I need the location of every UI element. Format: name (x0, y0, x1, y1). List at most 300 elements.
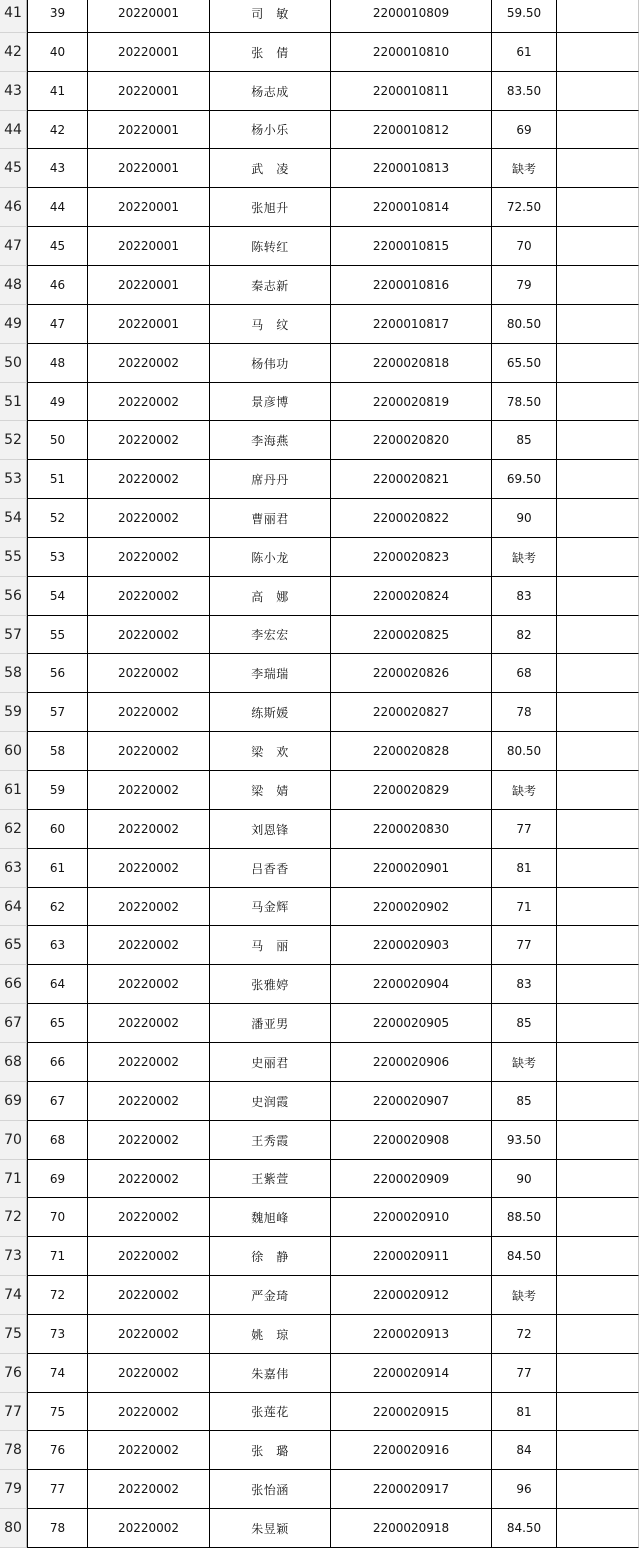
note-cell[interactable] (557, 1354, 639, 1393)
note-cell[interactable] (557, 849, 639, 888)
name-cell[interactable]: 潘亚男 (210, 1004, 331, 1043)
group-cell[interactable]: 20220002 (88, 888, 210, 926)
seq-cell[interactable]: 42 (27, 111, 88, 149)
exam-no-cell[interactable]: 2200020821 (331, 460, 492, 499)
exam-no-cell[interactable]: 2200020916 (331, 1431, 492, 1470)
note-cell[interactable] (557, 1276, 639, 1315)
table-row (27, 538, 640, 577)
name-cell[interactable]: 梁 欢 (210, 732, 331, 771)
score-cell[interactable]: 78.50 (492, 383, 557, 421)
seq-cell[interactable]: 52 (27, 499, 88, 538)
score-cell[interactable]: 69 (492, 111, 557, 149)
seq-cell[interactable]: 48 (27, 344, 88, 383)
seq-cell[interactable]: 44 (27, 188, 88, 227)
name-cell[interactable]: 张怡涵 (210, 1470, 331, 1509)
row-header[interactable]: 41 (0, 0, 27, 33)
row-header[interactable]: 49 (0, 305, 27, 344)
row-header[interactable]: 45 (0, 149, 27, 188)
seq-cell[interactable]: 43 (27, 149, 88, 188)
group-cell[interactable]: 20220002 (88, 1315, 210, 1354)
exam-no-cell[interactable]: 2200010817 (331, 305, 492, 344)
row-header[interactable]: 62 (0, 810, 27, 849)
row-header[interactable]: 43 (0, 72, 27, 111)
row-header[interactable]: 75 (0, 1315, 27, 1354)
name-cell[interactable]: 朱嘉伟 (210, 1354, 331, 1393)
table-row (27, 1198, 640, 1237)
table-row (27, 33, 640, 72)
exam-no-cell[interactable]: 2200010816 (331, 266, 492, 305)
seq-cell[interactable]: 75 (27, 1393, 88, 1431)
group-cell[interactable]: 20220001 (88, 33, 210, 72)
exam-no-cell[interactable]: 2200020830 (331, 810, 492, 849)
name-cell[interactable]: 史丽君 (210, 1043, 331, 1082)
score-cell[interactable]: 缺考 (492, 771, 557, 810)
score-cell[interactable]: 70 (492, 227, 557, 266)
row-header[interactable]: 50 (0, 344, 27, 383)
exam-no-cell[interactable]: 2200020819 (331, 383, 492, 421)
row-header[interactable]: 66 (0, 965, 27, 1004)
group-cell[interactable]: 20220002 (88, 771, 210, 810)
table-row (27, 1276, 640, 1315)
score-cell[interactable]: 71 (492, 888, 557, 926)
note-cell[interactable] (557, 771, 639, 810)
exam-no-cell[interactable]: 2200020906 (331, 1043, 492, 1082)
row-header[interactable]: 69 (0, 1082, 27, 1121)
note-cell[interactable] (557, 1043, 639, 1082)
seq-cell[interactable]: 51 (27, 460, 88, 499)
exam-no-cell[interactable]: 2200020829 (331, 771, 492, 810)
name-cell[interactable]: 刘恩锋 (210, 810, 331, 849)
name-cell[interactable]: 吕香香 (210, 849, 331, 888)
exam-no-cell[interactable]: 2200020904 (331, 965, 492, 1004)
name-cell[interactable]: 杨伟功 (210, 344, 331, 383)
table-row (27, 227, 640, 266)
score-cell[interactable]: 80.50 (492, 305, 557, 344)
name-cell[interactable]: 张旭升 (210, 188, 331, 227)
seq-cell[interactable]: 50 (27, 421, 88, 460)
score-cell[interactable]: 72 (492, 1315, 557, 1354)
group-cell[interactable]: 20220002 (88, 1354, 210, 1393)
group-cell[interactable]: 20220002 (88, 538, 210, 577)
seq-cell[interactable]: 59 (27, 771, 88, 810)
row-header[interactable]: 79 (0, 1470, 27, 1509)
exam-no-cell[interactable]: 2200020828 (331, 732, 492, 771)
row-header[interactable]: 80 (0, 1509, 27, 1548)
seq-cell[interactable]: 64 (27, 965, 88, 1004)
exam-no-cell[interactable]: 2200020822 (331, 499, 492, 538)
note-cell[interactable] (557, 1470, 639, 1509)
exam-no-cell[interactable]: 2200010815 (331, 227, 492, 266)
row-header[interactable]: 44 (0, 111, 27, 149)
score-cell[interactable]: 缺考 (492, 1043, 557, 1082)
seq-cell[interactable]: 67 (27, 1082, 88, 1121)
note-cell[interactable] (557, 266, 639, 305)
score-cell[interactable]: 84.50 (492, 1509, 557, 1548)
row-header[interactable]: 59 (0, 693, 27, 732)
name-cell[interactable]: 李海燕 (210, 421, 331, 460)
table-row (27, 72, 640, 111)
note-cell[interactable] (557, 460, 639, 499)
name-cell[interactable]: 陈小龙 (210, 538, 331, 577)
score-cell[interactable]: 82 (492, 616, 557, 654)
seq-cell[interactable]: 56 (27, 654, 88, 693)
score-cell[interactable]: 83.50 (492, 72, 557, 111)
name-cell[interactable]: 张 璐 (210, 1431, 331, 1470)
group-cell[interactable]: 20220002 (88, 1160, 210, 1198)
name-cell[interactable]: 马 丽 (210, 926, 331, 965)
seq-cell[interactable]: 73 (27, 1315, 88, 1354)
exam-no-cell[interactable]: 2200020903 (331, 926, 492, 965)
exam-no-cell[interactable]: 2200020826 (331, 654, 492, 693)
note-cell[interactable] (557, 499, 639, 538)
score-cell[interactable]: 77 (492, 926, 557, 965)
note-cell[interactable] (557, 1198, 639, 1237)
score-cell[interactable]: 77 (492, 1354, 557, 1393)
table-row (27, 344, 640, 383)
seq-cell[interactable]: 61 (27, 849, 88, 888)
table-row (27, 383, 640, 421)
group-cell[interactable]: 20220002 (88, 1393, 210, 1431)
seq-cell[interactable]: 76 (27, 1431, 88, 1470)
score-cell[interactable]: 缺考 (492, 538, 557, 577)
row-header[interactable]: 46 (0, 188, 27, 227)
name-cell[interactable]: 姚 琼 (210, 1315, 331, 1354)
score-cell[interactable]: 90 (492, 1160, 557, 1198)
exam-no-cell[interactable]: 2200020818 (331, 344, 492, 383)
group-cell[interactable]: 20220002 (88, 654, 210, 693)
seq-cell[interactable]: 60 (27, 810, 88, 849)
note-cell[interactable] (557, 1004, 639, 1043)
row-header[interactable]: 56 (0, 577, 27, 616)
group-cell[interactable]: 20220002 (88, 383, 210, 421)
table-row (27, 888, 640, 926)
note-cell[interactable] (557, 693, 639, 732)
group-cell[interactable]: 20220002 (88, 810, 210, 849)
exam-no-cell[interactable]: 2200010813 (331, 149, 492, 188)
row-header[interactable]: 78 (0, 1431, 27, 1470)
row-header[interactable]: 55 (0, 538, 27, 577)
seq-cell[interactable]: 55 (27, 616, 88, 654)
name-cell[interactable]: 李宏宏 (210, 616, 331, 654)
seq-cell[interactable]: 63 (27, 926, 88, 965)
score-cell[interactable]: 96 (492, 1470, 557, 1509)
note-cell[interactable] (557, 654, 639, 693)
note-cell[interactable] (557, 1509, 639, 1548)
exam-no-cell[interactable]: 2200020918 (331, 1509, 492, 1548)
note-cell[interactable] (557, 810, 639, 849)
group-cell[interactable]: 20220002 (88, 693, 210, 732)
exam-no-cell[interactable]: 2200020914 (331, 1354, 492, 1393)
note-cell[interactable] (557, 33, 639, 72)
note-cell[interactable] (557, 538, 639, 577)
name-cell[interactable]: 严金琦 (210, 1276, 331, 1315)
seq-cell[interactable]: 70 (27, 1198, 88, 1237)
note-cell[interactable] (557, 1431, 639, 1470)
exam-no-cell[interactable]: 2200020910 (331, 1198, 492, 1237)
row-header[interactable]: 77 (0, 1393, 27, 1431)
group-cell[interactable]: 20220002 (88, 1237, 210, 1276)
name-cell[interactable]: 杨小乐 (210, 111, 331, 149)
group-cell[interactable]: 20220002 (88, 1043, 210, 1082)
row-header[interactable]: 72 (0, 1198, 27, 1237)
group-cell[interactable]: 20220002 (88, 926, 210, 965)
exam-no-cell[interactable]: 2200020917 (331, 1470, 492, 1509)
row-header[interactable]: 68 (0, 1043, 27, 1082)
seq-cell[interactable]: 41 (27, 72, 88, 111)
group-cell[interactable]: 20220002 (88, 1470, 210, 1509)
exam-no-cell[interactable]: 2200010809 (331, 0, 492, 33)
note-cell[interactable] (557, 965, 639, 1004)
exam-no-cell[interactable]: 2200010811 (331, 72, 492, 111)
table-row (27, 1509, 640, 1548)
table-row (27, 1160, 640, 1198)
row-header[interactable]: 70 (0, 1121, 27, 1160)
exam-no-cell[interactable]: 2200020912 (331, 1276, 492, 1315)
table-row (27, 1315, 640, 1354)
exam-no-cell[interactable]: 2200020824 (331, 577, 492, 616)
group-cell[interactable]: 20220001 (88, 305, 210, 344)
score-cell[interactable]: 81 (492, 1393, 557, 1431)
note-cell[interactable] (557, 188, 639, 227)
note-cell[interactable] (557, 1160, 639, 1198)
group-cell[interactable]: 20220002 (88, 577, 210, 616)
seq-cell[interactable]: 39 (27, 0, 88, 33)
group-cell[interactable]: 20220002 (88, 460, 210, 499)
name-cell[interactable]: 景彦博 (210, 383, 331, 421)
seq-cell[interactable]: 58 (27, 732, 88, 771)
row-header[interactable]: 74 (0, 1276, 27, 1315)
row-header[interactable]: 60 (0, 732, 27, 771)
row-header[interactable]: 76 (0, 1354, 27, 1393)
score-cell[interactable]: 85 (492, 1082, 557, 1121)
note-cell[interactable] (557, 1393, 639, 1431)
group-cell[interactable]: 20220001 (88, 111, 210, 149)
score-cell[interactable]: 77 (492, 810, 557, 849)
seq-cell[interactable]: 65 (27, 1004, 88, 1043)
exam-no-cell[interactable]: 2200010810 (331, 33, 492, 72)
score-cell[interactable]: 68 (492, 654, 557, 693)
row-header[interactable]: 52 (0, 421, 27, 460)
group-cell[interactable]: 20220002 (88, 1198, 210, 1237)
name-cell[interactable]: 王紫萱 (210, 1160, 331, 1198)
group-cell[interactable]: 20220001 (88, 0, 210, 33)
row-header[interactable]: 48 (0, 266, 27, 305)
row-header[interactable]: 47 (0, 227, 27, 266)
table-row (27, 499, 640, 538)
score-cell[interactable]: 85 (492, 1004, 557, 1043)
name-cell[interactable]: 曹丽君 (210, 499, 331, 538)
row-header[interactable]: 42 (0, 33, 27, 72)
name-cell[interactable]: 李瑞瑞 (210, 654, 331, 693)
group-cell[interactable]: 20220001 (88, 149, 210, 188)
score-cell[interactable]: 84.50 (492, 1237, 557, 1276)
score-cell[interactable]: 79 (492, 266, 557, 305)
row-header[interactable]: 64 (0, 888, 27, 926)
seq-cell[interactable]: 46 (27, 266, 88, 305)
table-row (27, 1082, 640, 1121)
seq-cell[interactable]: 47 (27, 305, 88, 344)
seq-cell[interactable]: 54 (27, 577, 88, 616)
score-cell[interactable]: 69.50 (492, 460, 557, 499)
group-cell[interactable]: 20220002 (88, 1276, 210, 1315)
exam-no-cell[interactable]: 2200020908 (331, 1121, 492, 1160)
name-cell[interactable]: 张雅婷 (210, 965, 331, 1004)
group-cell[interactable]: 20220002 (88, 616, 210, 654)
score-cell[interactable]: 90 (492, 499, 557, 538)
seq-cell[interactable]: 57 (27, 693, 88, 732)
exam-no-cell[interactable]: 2200020825 (331, 616, 492, 654)
score-cell[interactable]: 83 (492, 577, 557, 616)
seq-cell[interactable]: 72 (27, 1276, 88, 1315)
seq-cell[interactable]: 40 (27, 33, 88, 72)
group-cell[interactable]: 20220002 (88, 1082, 210, 1121)
score-cell[interactable]: 59.50 (492, 0, 557, 33)
row-header[interactable]: 57 (0, 616, 27, 654)
score-cell[interactable]: 81 (492, 849, 557, 888)
group-cell[interactable]: 20220002 (88, 499, 210, 538)
note-cell[interactable] (557, 72, 639, 111)
group-cell[interactable]: 20220001 (88, 72, 210, 111)
name-cell[interactable]: 张 倩 (210, 33, 331, 72)
name-cell[interactable]: 徐 静 (210, 1237, 331, 1276)
group-cell[interactable]: 20220002 (88, 732, 210, 771)
note-cell[interactable] (557, 1237, 639, 1276)
table-row (27, 616, 640, 654)
name-cell[interactable]: 马金辉 (210, 888, 331, 926)
score-cell[interactable]: 缺考 (492, 1276, 557, 1315)
seq-cell[interactable]: 66 (27, 1043, 88, 1082)
score-cell[interactable]: 84 (492, 1431, 557, 1470)
group-cell[interactable]: 20220002 (88, 1509, 210, 1548)
exam-no-cell[interactable]: 2200020902 (331, 888, 492, 926)
seq-cell[interactable]: 77 (27, 1470, 88, 1509)
note-cell[interactable] (557, 111, 639, 149)
row-header[interactable]: 73 (0, 1237, 27, 1276)
group-cell[interactable]: 20220002 (88, 849, 210, 888)
seq-cell[interactable]: 71 (27, 1237, 88, 1276)
name-cell[interactable]: 武 凌 (210, 149, 331, 188)
row-header[interactable]: 53 (0, 460, 27, 499)
exam-no-cell[interactable]: 2200020901 (331, 849, 492, 888)
name-cell[interactable]: 司 敏 (210, 0, 331, 33)
seq-cell[interactable]: 74 (27, 1354, 88, 1393)
name-cell[interactable]: 魏旭峰 (210, 1198, 331, 1237)
group-cell[interactable]: 20220002 (88, 1121, 210, 1160)
seq-cell[interactable]: 53 (27, 538, 88, 577)
name-cell[interactable]: 秦志新 (210, 266, 331, 305)
score-cell[interactable]: 93.50 (492, 1121, 557, 1160)
exam-no-cell[interactable]: 2200010812 (331, 111, 492, 149)
score-cell[interactable]: 85 (492, 421, 557, 460)
group-cell[interactable]: 20220002 (88, 1431, 210, 1470)
note-cell[interactable] (557, 149, 639, 188)
exam-no-cell[interactable]: 2200020911 (331, 1237, 492, 1276)
seq-cell[interactable]: 62 (27, 888, 88, 926)
note-cell[interactable] (557, 888, 639, 926)
name-cell[interactable]: 王秀霞 (210, 1121, 331, 1160)
exam-no-cell[interactable]: 2200020913 (331, 1315, 492, 1354)
row-header[interactable]: 54 (0, 499, 27, 538)
score-cell[interactable]: 88.50 (492, 1198, 557, 1237)
note-cell[interactable] (557, 344, 639, 383)
name-cell[interactable]: 史润霞 (210, 1082, 331, 1121)
table-row (27, 965, 640, 1004)
group-cell[interactable]: 20220001 (88, 266, 210, 305)
group-cell[interactable]: 20220001 (88, 188, 210, 227)
table-row (27, 1393, 640, 1431)
score-cell[interactable]: 65.50 (492, 344, 557, 383)
note-cell[interactable] (557, 305, 639, 344)
name-cell[interactable]: 梁 婧 (210, 771, 331, 810)
table-row (27, 810, 640, 849)
group-cell[interactable]: 20220001 (88, 227, 210, 266)
note-cell[interactable] (557, 577, 639, 616)
note-cell[interactable] (557, 0, 639, 33)
score-cell[interactable]: 78 (492, 693, 557, 732)
note-cell[interactable] (557, 1082, 639, 1121)
name-cell[interactable]: 张莲花 (210, 1393, 331, 1431)
row-header[interactable]: 58 (0, 654, 27, 693)
seq-cell[interactable]: 49 (27, 383, 88, 421)
exam-no-cell[interactable]: 2200020915 (331, 1393, 492, 1431)
note-cell[interactable] (557, 383, 639, 421)
name-cell[interactable]: 杨志成 (210, 72, 331, 111)
name-cell[interactable]: 练斯媛 (210, 693, 331, 732)
row-header[interactable]: 71 (0, 1160, 27, 1198)
name-cell[interactable]: 高 娜 (210, 577, 331, 616)
row-header[interactable]: 61 (0, 771, 27, 810)
row-header[interactable]: 51 (0, 383, 27, 421)
note-cell[interactable] (557, 227, 639, 266)
group-cell[interactable]: 20220002 (88, 965, 210, 1004)
exam-no-cell[interactable]: 2200020823 (331, 538, 492, 577)
note-cell[interactable] (557, 616, 639, 654)
score-cell[interactable]: 缺考 (492, 149, 557, 188)
seq-cell[interactable]: 78 (27, 1509, 88, 1548)
seq-cell[interactable]: 69 (27, 1160, 88, 1198)
score-cell[interactable]: 72.50 (492, 188, 557, 227)
name-cell[interactable]: 席丹丹 (210, 460, 331, 499)
score-cell[interactable]: 80.50 (492, 732, 557, 771)
table-row (27, 1470, 640, 1509)
row-header[interactable]: 63 (0, 849, 27, 888)
seq-cell[interactable]: 45 (27, 227, 88, 266)
exam-no-cell[interactable]: 2200020907 (331, 1082, 492, 1121)
exam-no-cell[interactable]: 2200010814 (331, 188, 492, 227)
note-cell[interactable] (557, 421, 639, 460)
name-cell[interactable]: 马 纹 (210, 305, 331, 344)
exam-no-cell[interactable]: 2200020827 (331, 693, 492, 732)
table-row (27, 460, 640, 499)
note-cell[interactable] (557, 1121, 639, 1160)
group-cell[interactable]: 20220002 (88, 1004, 210, 1043)
group-cell[interactable]: 20220002 (88, 344, 210, 383)
row-header[interactable]: 65 (0, 926, 27, 965)
seq-cell[interactable]: 68 (27, 1121, 88, 1160)
name-cell[interactable]: 陈转红 (210, 227, 331, 266)
note-cell[interactable] (557, 1315, 639, 1354)
score-cell[interactable]: 61 (492, 33, 557, 72)
note-cell[interactable] (557, 732, 639, 771)
exam-no-cell[interactable]: 2200020905 (331, 1004, 492, 1043)
exam-no-cell[interactable]: 2200020909 (331, 1160, 492, 1198)
note-cell[interactable] (557, 926, 639, 965)
score-cell[interactable]: 83 (492, 965, 557, 1004)
name-cell[interactable]: 朱昱颖 (210, 1509, 331, 1548)
row-header[interactable]: 67 (0, 1004, 27, 1043)
group-cell[interactable]: 20220002 (88, 421, 210, 460)
exam-no-cell[interactable]: 2200020820 (331, 421, 492, 460)
